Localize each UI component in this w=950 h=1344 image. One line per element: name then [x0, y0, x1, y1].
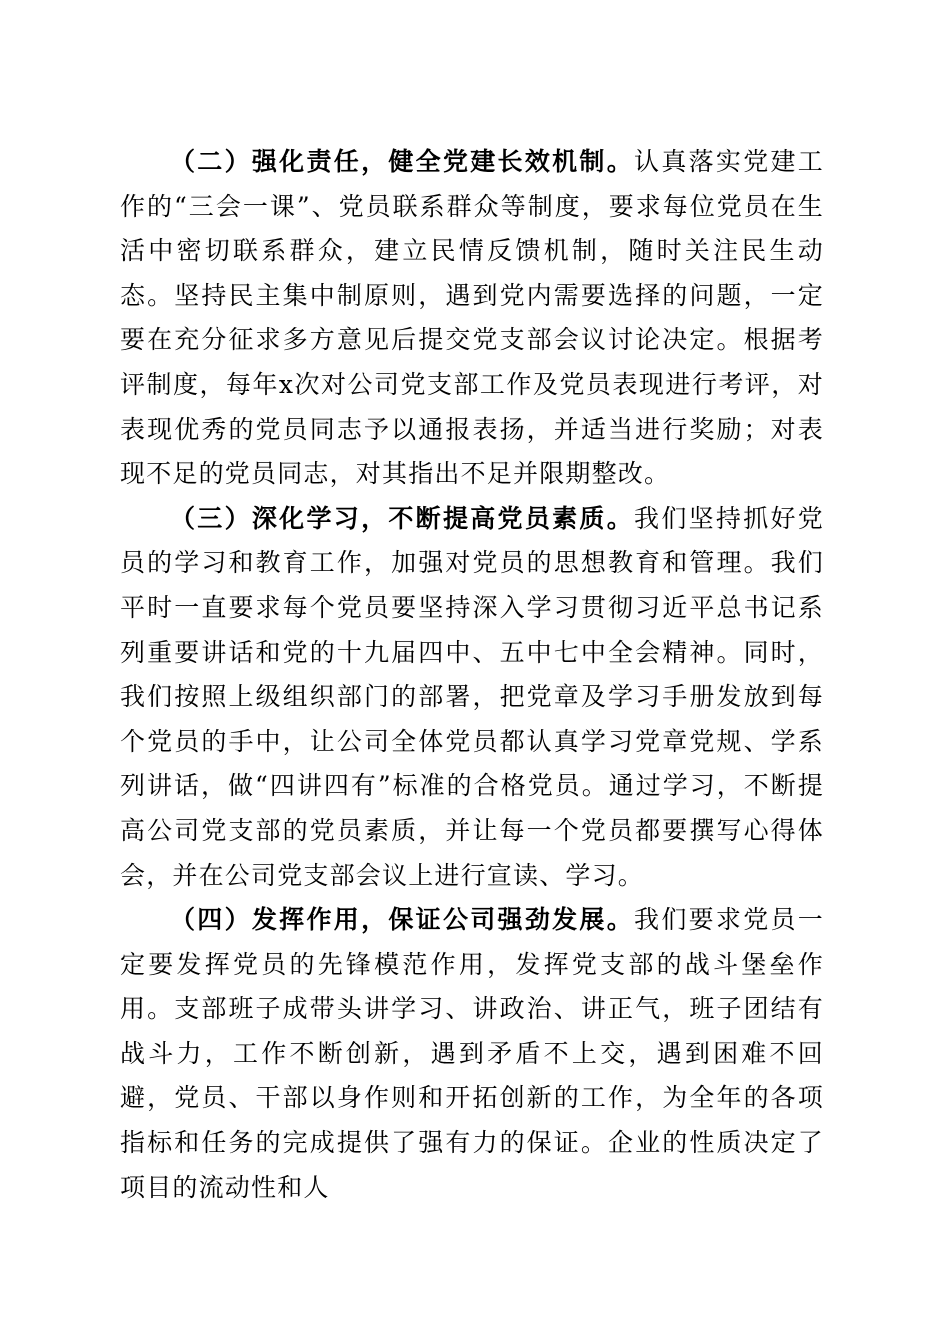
- paragraph-heading: （四）发挥作用，保证公司强劲发展。: [170, 905, 635, 935]
- paragraph-3: [120, 497, 824, 898]
- document-page: [120, 140, 824, 1210]
- paragraph-body: 我们坚持抓好党员的学习和教育工作，加强对党员的思想教育和管理。我们平时一直要求每个党员要坚持深入学习贯彻习近平总书记系列重要讲话和党的十九届四中、五中七中全会精神。同时，我们按照上级组织部门的部署，把党章及学习手册发放到每个党员的手中，让公司全体党员都认真学习党章党规、学系列讲话，做“四讲四有”标准的合格党员。通过学习，不断提高公司党支部的党员素质，并让每一个党员都要撰写心得体会，并在公司党支部会议上进行宣读、学习。: [120, 503, 825, 890]
- paragraph-heading: （三）深化学习，不断提高党员素质。: [170, 503, 635, 533]
- paragraph-heading: （二）强化责任，健全党建长效机制。: [170, 147, 635, 176]
- paragraph-body: 我们要求党员一定要发挥党员的先锋模范作用，发挥党支部的战斗堡垒作用。支部班子成带头讲学习、讲政治、讲正气，班子团结有战斗力，工作不断创新，遇到矛盾不上交，遇到困难不回避，党员、干部以身作则和开拓创新的工作，为全年的各项指标和任务的完成提供了强有力的保证。企业的性质决定了项目的流动性和人: [120, 905, 825, 1202]
- paragraph-body: 认真落实党建工作的“三会一课”、党员联系群众等制度，要求每位党员在生活中密切联系群众，建立民情反馈机制，随时关注民生动态。坚持民主集中制原则，遇到党内需要选择的问题，一定要在充分征求多方意见后提交党支部会议讨论决定。根据考评制度，每年x次对公司党支部工作及党员表现进行考评，对表现优秀的党员同志予以通报表扬，并适当进行奖励；对表现不足的党员同志，对其指出不足并限期整改。: [120, 147, 825, 489]
- paragraph-4: [120, 898, 824, 1210]
- paragraph-2: [120, 140, 824, 497]
